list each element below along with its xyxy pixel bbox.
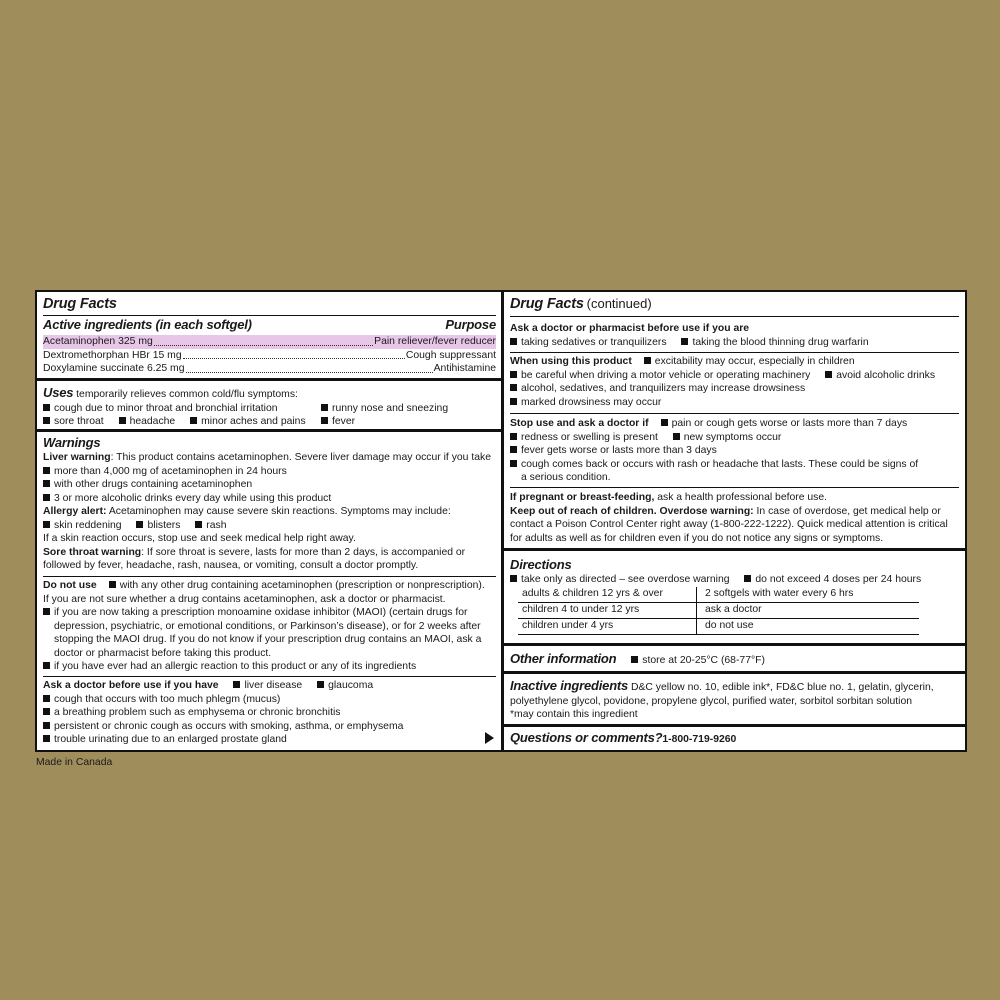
ask-pharmacist-item: taking the blood thinning drug warfarin [692, 336, 869, 348]
square-bullet-icon [190, 417, 197, 424]
questions-phone: 1-800-719-9260 [662, 734, 737, 745]
sore-throat-text-cont: followed by fever, headache, rash, nausea, or vomiting, consult a doctor promptly. [43, 560, 419, 571]
active-ingredients-header [43, 317, 496, 333]
leader-dots [186, 372, 433, 373]
ask-pharmacist-section [510, 322, 959, 349]
square-bullet-icon [109, 581, 116, 588]
table-row [518, 618, 919, 634]
uses-item: runny nose and sneezing [332, 402, 449, 414]
active-ingredients-list [37, 335, 499, 376]
uses-intro: temporarily relieves common cold/flu symptoms: [76, 389, 298, 400]
square-bullet-icon [317, 681, 324, 688]
inactive-text: polyethylene glycol, povidone, propylene glycol, purified water, sorbitol sorbitan solution [510, 695, 913, 707]
square-bullet-icon [43, 722, 50, 729]
dosage-table [518, 587, 919, 635]
do-not-use-item: with any other drug containing acetaminophen (prescription or nonprescription). [119, 580, 485, 591]
keep-out-text: for adults as well as for children even if you do not notice any signs or symptoms. [510, 532, 884, 544]
ask-doctor-label: Ask a doctor before use if you have [43, 680, 219, 691]
ingredient-name: Doxylamine succinate 6.25 mg [43, 363, 185, 374]
ingredient-name: Acetaminophen 325 mg [43, 336, 153, 347]
keep-out-text: In case of overdose, get medical help or [753, 505, 941, 517]
ask-doctor-item: trouble urinating due to an enlarged prostate gland [54, 734, 287, 745]
allergy-item: rash [206, 519, 227, 531]
allergy-item: skin reddening [54, 519, 122, 531]
ask-doctor-item: cough that occurs with too much phlegm (mucus) [54, 693, 281, 705]
section-rule-thin [43, 576, 496, 577]
uses-section [43, 385, 496, 429]
warnings-section [43, 435, 496, 573]
when-using-label: When using this product [510, 356, 632, 367]
square-bullet-icon [119, 417, 126, 424]
square-bullet-icon [510, 433, 517, 440]
ingredient-row [43, 335, 496, 349]
continued-suffix: (continued) [586, 296, 652, 311]
section-rule [504, 548, 965, 551]
stop-use-item: redness or swelling is present [521, 431, 658, 443]
square-bullet-icon [195, 521, 202, 528]
section-rule-thin [510, 487, 959, 488]
ingredient-row [43, 349, 496, 363]
stop-use-item: cough comes back or occurs with rash or headache that lasts. These could be signs of [521, 458, 919, 470]
when-using-item: excitability may occur, especially in children [654, 356, 855, 367]
section-rule-thin [510, 352, 959, 353]
right-column [504, 292, 965, 750]
section-rule [37, 378, 502, 381]
square-bullet-icon [43, 735, 50, 742]
directions-title: Directions [510, 557, 572, 572]
section-rule-thin [43, 676, 496, 677]
square-bullet-icon [43, 708, 50, 715]
stop-use-section [510, 417, 959, 485]
liver-item: more than 4,000 mg of acetaminophen in 24 hours [54, 465, 287, 477]
allergy-alert-label: Allergy alert: [43, 506, 107, 517]
ask-pharmacist-label: Ask a doctor or pharmacist before use if you are [510, 323, 750, 334]
drug-facts-continued-title: Drug Facts [510, 296, 584, 312]
pregnant-text: ask a health professional before use. [654, 492, 828, 503]
table-cell: ask a doctor [697, 602, 920, 618]
square-bullet-icon [43, 608, 50, 615]
stop-use-label: Stop use and ask a doctor if [510, 418, 649, 429]
square-bullet-icon [510, 460, 517, 467]
inactive-title: Inactive ingredients [510, 678, 629, 693]
do-not-use-label: Do not use [43, 580, 97, 591]
square-bullet-icon [510, 446, 517, 453]
table-row [518, 602, 919, 618]
inactive-note: *may contain this ingredient [510, 709, 638, 720]
questions-section [510, 730, 959, 747]
liver-warning-text: : This product contains acetaminophen. Severe liver damage may occur if you take [110, 452, 491, 463]
ask-doctor-item: a breathing problem such as emphysema or chronic bronchitis [54, 707, 341, 718]
uses-item: headache [129, 416, 176, 427]
section-rule [504, 671, 965, 674]
allergic-reaction-item: if you have ever had an allergic reaction to this product or any of its ingredients [54, 661, 417, 672]
square-bullet-icon [510, 384, 517, 391]
square-bullet-icon [644, 357, 651, 364]
section-rule-thin [510, 413, 959, 414]
uses-item: cough due to minor throat and bronchial irritation [54, 402, 278, 414]
allergy-item: blisters [147, 519, 181, 531]
when-using-item: alcohol, sedatives, and tranquilizers may increase drowsiness [521, 383, 806, 394]
maoi-text: stopping the MAOI drug. If you do not know if your prescription drug contains an MAOI, ask a [54, 634, 482, 645]
when-using-item: avoid alcoholic drinks [836, 369, 936, 381]
square-bullet-icon [510, 338, 517, 345]
directions-section [510, 557, 959, 635]
sore-throat-label: Sore throat warning [43, 546, 142, 558]
table-cell: adults & children 12 yrs & over [518, 587, 697, 603]
maoi-text: doctor or pharmacist before taking this product. [54, 647, 272, 659]
ingredient-purpose: Cough suppressant [405, 349, 496, 361]
table-row [518, 587, 919, 603]
when-using-item: be careful when driving a motor vehicle or operating machinery [521, 369, 811, 381]
square-bullet-icon [43, 521, 50, 528]
ingredient-name: Dextromethorphan HBr 15 mg [43, 349, 182, 361]
when-using-item: marked drowsiness may occur [521, 396, 662, 408]
made-in-text: Made in Canada [36, 757, 113, 768]
square-bullet-icon [43, 467, 50, 474]
square-bullet-icon [43, 417, 50, 424]
stop-use-cont: a serious condition. [521, 472, 611, 483]
square-bullet-icon [510, 575, 517, 582]
square-bullet-icon [661, 419, 668, 426]
questions-title: Questions or comments? [510, 730, 663, 745]
allergy-alert-text: Acetaminophen may cause severe skin reactions. Symptoms may include: [106, 506, 451, 517]
square-bullet-icon [233, 681, 240, 688]
liver-item: 3 or more alcoholic drinks every day while using this product [54, 492, 332, 504]
ingredient-row [43, 362, 496, 376]
square-bullet-icon [43, 662, 50, 669]
directions-item: do not exceed 4 doses per 24 hours [755, 574, 922, 585]
ask-doctor-item: persistent or chronic cough as occurs with smoking, asthma, or emphysema [54, 720, 404, 732]
square-bullet-icon [321, 417, 328, 424]
stop-use-item: new symptoms occur [683, 431, 782, 443]
table-cell: do not use [697, 618, 920, 634]
stop-use-item: pain or cough gets worse or lasts more than 7 days [671, 418, 908, 429]
maoi-text: depression, psychiatric, or emotional conditions, or Parkinson’s disease), or for 2 weeks after [54, 620, 481, 632]
square-bullet-icon [510, 371, 517, 378]
square-bullet-icon [43, 494, 50, 501]
uses-title: Uses [43, 385, 74, 400]
square-bullet-icon [136, 521, 143, 528]
other-info-text: store at 20-25°C (68-77°F) [642, 655, 765, 666]
keep-out-label: Keep out of reach of children. Overdose warning: [510, 505, 754, 517]
uses-item: minor aches and pains [201, 416, 306, 427]
square-bullet-icon [631, 656, 638, 663]
warnings-title: Warnings [43, 435, 101, 450]
liver-warning-label: Liver warning [43, 452, 111, 463]
do-not-use-section [43, 579, 496, 674]
square-bullet-icon [43, 404, 50, 411]
title-rule [43, 315, 496, 316]
title-rule [510, 316, 959, 317]
purpose-title: Purpose [445, 317, 496, 332]
pregnancy-section [510, 491, 959, 545]
section-rule [37, 429, 502, 432]
ask-doctor-item: liver disease [244, 680, 303, 691]
square-bullet-icon [681, 338, 688, 345]
square-bullet-icon [744, 575, 751, 582]
do-not-use-text: If you are not sure whether a drug contains acetaminophen, ask a doctor or pharmacist. [43, 593, 446, 605]
leader-dots [183, 358, 405, 359]
other-info-title: Other information [510, 651, 617, 666]
pregnant-label: If pregnant or breast-feeding, [510, 492, 655, 503]
sore-throat-text: : If sore throat is severe, lasts for more than 2 days, is accompanied or [141, 546, 466, 558]
arrow-right-icon [485, 732, 494, 744]
table-cell: children 4 to under 12 yrs [518, 602, 697, 618]
keep-out-text: contact a Poison Control Center right away (1-800-222-1222). Quick medical attention is critical [510, 519, 948, 530]
square-bullet-icon [321, 404, 328, 411]
other-info-section [510, 651, 959, 668]
square-bullet-icon [825, 371, 832, 378]
section-rule [504, 643, 965, 646]
square-bullet-icon [43, 695, 50, 702]
liver-item: with other drugs containing acetaminophen [54, 479, 253, 490]
table-cell: 2 softgels with water every 6 hrs [697, 587, 920, 603]
inactive-section [510, 678, 959, 722]
section-rule [504, 724, 965, 727]
active-ingredients-title: Active ingredients (in each softgel) [43, 317, 252, 332]
ask-pharmacist-item: taking sedatives or tranquilizers [521, 336, 667, 348]
leader-dots [154, 345, 373, 346]
square-bullet-icon [510, 398, 517, 405]
square-bullet-icon [673, 433, 680, 440]
square-bullet-icon [43, 480, 50, 487]
left-column [37, 292, 502, 750]
ask-doctor-section [43, 679, 496, 747]
ingredient-purpose: Pain reliever/fever reducer [374, 336, 496, 347]
continued-header [510, 296, 959, 313]
stop-use-item: fever gets worse or lasts more than 3 days [521, 445, 717, 456]
directions-item: take only as directed – see overdose warning [521, 574, 730, 585]
drug-facts-title: Drug Facts [43, 296, 117, 312]
uses-item: sore throat [54, 416, 104, 427]
ingredient-purpose: Antihistamine [433, 363, 496, 374]
allergy-after: If a skin reaction occurs, stop use and seek medical help right away. [43, 533, 356, 544]
uses-item: fever [332, 416, 356, 427]
when-using-section [510, 355, 959, 409]
maoi-text: if you are now taking a prescription monoamine oxidase inhibitor (MAOI) (certain drugs for [54, 607, 468, 618]
drug-facts-label [35, 290, 967, 752]
inactive-text: D&C yellow no. 10, edible ink*, FD&C blue no. 1, gelatin, glycerin, [630, 682, 934, 693]
ask-doctor-item: glaucoma [328, 680, 374, 691]
table-cell: children under 4 yrs [518, 618, 697, 634]
